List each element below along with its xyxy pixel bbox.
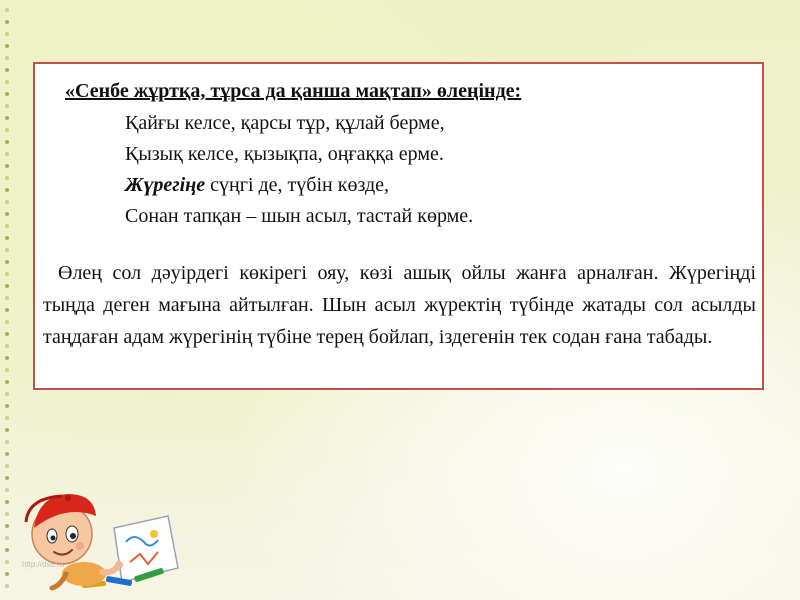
boy-figure: [26, 494, 123, 588]
poem-line-emphasis: Жүрегіңе: [125, 174, 206, 196]
poem-line-text: Қызық келсе, қызықпа, оңғаққа ерме.: [125, 143, 444, 165]
dotted-border-decoration: [0, 0, 14, 600]
content-box: [33, 62, 764, 390]
watermark: http://ds8.ru: [22, 560, 65, 569]
explanation-paragraph: Өлең сол дәуірдегі көкірегі ояу, көзі ашық ойлы жанға арналған. Жүрегіңді тыңда деген мағына айтылған. Шын асыл жүректің түбінде жатады сол асылды таңдаған адам жүрегінің түбіне терең бойлап, іздегенін тек содан ғана табады.: [43, 262, 756, 348]
poem-line: [125, 139, 756, 170]
poem-line-text: Қайғы келсе, қарсы тұр, құлай берме,: [125, 112, 445, 134]
boy-drawing-clipart: [22, 470, 182, 598]
paper-sheet: [114, 516, 178, 582]
poem-title: «Сенбе жұртқа, тұрса да қанша мақтап» өлеңінде:: [65, 80, 522, 102]
poem-line: [125, 170, 756, 201]
poem-line: [125, 201, 756, 232]
poem-line-text: сүңгі де, түбін көзде,: [205, 174, 390, 196]
poem-line-text: Сонан тапқан – шын асыл, тастай көрме.: [125, 205, 474, 227]
poem-line: [125, 108, 756, 139]
